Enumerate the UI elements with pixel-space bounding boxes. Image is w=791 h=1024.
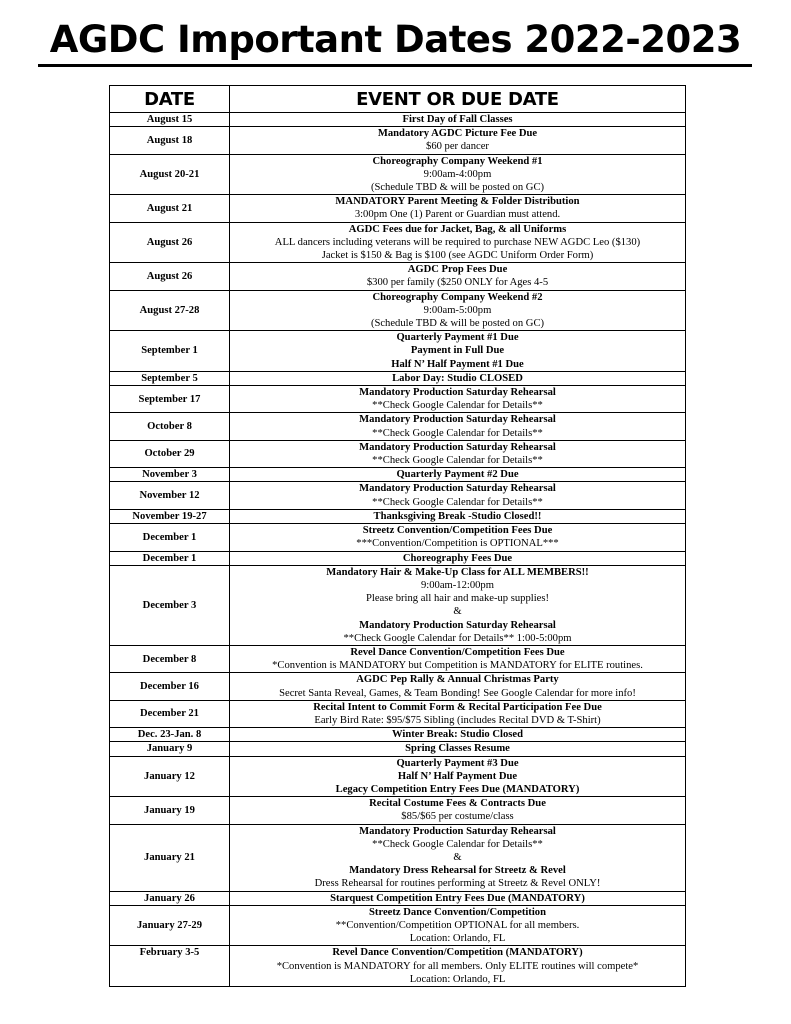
event-cell: [230, 154, 686, 195]
event-detail: Jacket is $150 & Bag is $100 (see AGDC Uniform Order Form): [321, 250, 594, 262]
event-cell: [230, 700, 686, 727]
event-cell: [230, 946, 686, 987]
event-heading: Choreography Company Weekend #1: [372, 155, 543, 167]
event-cell: [230, 797, 686, 824]
event-detail: **Convention/Competition OPTIONAL for all members.: [335, 919, 580, 931]
table-row: [110, 263, 686, 290]
date-cell: August 26: [110, 222, 230, 263]
event-heading: Mandatory Production Saturday Rehearsal: [359, 483, 556, 495]
table-row: [110, 645, 686, 672]
event-heading: Mandatory Production Saturday Rehearsal: [359, 387, 556, 399]
event-cell: [230, 551, 686, 565]
event-column-header: EVENT OR DUE DATE: [230, 86, 686, 113]
table-row: [110, 728, 686, 742]
event-heading: Half N’ Half Payment Due: [397, 770, 518, 782]
table-row: [110, 524, 686, 551]
event-detail: Dress Rehearsal for routines performing at Streetz & Revel ONLY!: [314, 878, 601, 890]
event-heading: Quarterly Payment #1 Due: [396, 332, 519, 344]
date-cell: September 1: [110, 331, 230, 372]
event-cell: [230, 468, 686, 482]
event-detail: **Check Google Calendar for Details**: [372, 455, 543, 467]
event-detail: *Convention is MANDATORY but Competition is MANDATORY for ELITE routines.: [272, 660, 643, 672]
event-detail: Early Bird Rate: $95/$75 Sibling (includes Recital DVD & T-Shirt): [314, 714, 601, 726]
event-cell: [230, 756, 686, 797]
event-heading: Spring Classes Resume: [405, 743, 510, 755]
table-row: [110, 482, 686, 509]
event-detail: Location: Orlando, FL: [409, 933, 506, 945]
event-heading: Mandatory AGDC Picture Fee Due: [377, 128, 538, 140]
event-detail: Please bring all hair and make-up supplies!: [366, 593, 549, 605]
date-cell: August 21: [110, 195, 230, 222]
date-column-header: DATE: [110, 86, 230, 113]
date-cell: January 26: [110, 891, 230, 905]
event-detail: (Schedule TBD & will be posted on GC): [370, 182, 545, 194]
event-heading: Choreography Fees Due: [402, 552, 513, 564]
event-heading: First Day of Fall Classes: [402, 114, 513, 125]
event-heading: Mandatory Production Saturday Rehearsal: [359, 619, 556, 631]
event-detail: $60 per dancer: [426, 141, 489, 153]
table-row: [110, 673, 686, 700]
event-detail: **Check Google Calendar for Details**: [372, 496, 543, 508]
event-cell: [230, 371, 686, 385]
event-cell: [230, 905, 686, 946]
date-cell: January 27-29: [110, 905, 230, 946]
title-underline: [38, 64, 752, 67]
date-cell: December 8: [110, 645, 230, 672]
table-row: [110, 222, 686, 263]
table-row: [110, 331, 686, 372]
event-detail: $300 per family ($250 ONLY for Ages 4-5: [366, 277, 549, 289]
event-cell: [230, 113, 686, 127]
event-cell: [230, 386, 686, 413]
table-row: [110, 565, 686, 645]
date-cell: Dec. 23-Jan. 8: [110, 728, 230, 742]
event-detail: (Schedule TBD & will be posted on GC): [370, 318, 545, 330]
table-row: [110, 891, 686, 905]
event-heading: Winter Break: Studio Closed: [392, 729, 523, 741]
event-heading: Streetz Convention/Competition Fees Due: [362, 525, 553, 537]
date-cell: December 1: [110, 524, 230, 551]
table-row: [110, 946, 686, 987]
table-row: [110, 290, 686, 331]
table-row: [110, 797, 686, 824]
event-detail: **Check Google Calendar for Details**: [372, 838, 543, 850]
event-cell: [230, 891, 686, 905]
date-cell: December 21: [110, 700, 230, 727]
event-cell: [230, 195, 686, 222]
event-heading: Revel Dance Convention/Competition (MANDATORY): [332, 947, 583, 959]
date-cell: August 27-28: [110, 290, 230, 331]
table-row: [110, 756, 686, 797]
table-row: [110, 905, 686, 946]
schedule-body: [110, 113, 686, 987]
event-cell: [230, 440, 686, 467]
date-cell: August 18: [110, 127, 230, 154]
event-detail: 9:00am-5:00pm: [423, 304, 492, 316]
table-row: [110, 127, 686, 154]
event-detail: &: [453, 851, 462, 863]
event-cell: [230, 413, 686, 440]
event-cell: [230, 509, 686, 523]
event-heading: Quarterly Payment #3 Due: [396, 757, 519, 769]
table-row: [110, 700, 686, 727]
table-row: [110, 742, 686, 756]
event-cell: [230, 482, 686, 509]
event-heading: Legacy Competition Entry Fees Due (MANDATORY): [335, 783, 580, 795]
event-cell: [230, 728, 686, 742]
event-cell: [230, 290, 686, 331]
event-detail: ***Convention/Competition is OPTIONAL***: [356, 538, 559, 550]
event-heading: Mandatory Dress Rehearsal for Streetz & Revel: [349, 865, 566, 877]
table-row: [110, 195, 686, 222]
event-cell: [230, 673, 686, 700]
date-cell: November 12: [110, 482, 230, 509]
table-row: [110, 824, 686, 891]
event-cell: [230, 331, 686, 372]
event-detail: Secret Santa Reveal, Games, & Team Bonding! See Google Calendar for more info!: [279, 687, 636, 699]
date-cell: January 19: [110, 797, 230, 824]
event-heading: Mandatory Production Saturday Rehearsal: [359, 414, 556, 426]
event-cell: [230, 127, 686, 154]
event-heading: Revel Dance Convention/Competition Fees Due: [350, 646, 565, 658]
date-cell: December 1: [110, 551, 230, 565]
event-heading: Labor Day: Studio CLOSED: [392, 372, 523, 384]
schedule-table: [109, 85, 686, 987]
event-detail: **Check Google Calendar for Details**: [372, 427, 543, 439]
date-cell: November 19-27: [110, 509, 230, 523]
event-heading: Choreography Company Weekend #2: [372, 291, 543, 303]
event-heading: Mandatory Production Saturday Rehearsal: [359, 441, 556, 453]
date-cell: January 12: [110, 756, 230, 797]
table-row: [110, 154, 686, 195]
event-heading: AGDC Prop Fees Due: [407, 264, 508, 276]
event-heading: Recital Intent to Commit Form & Recital Participation Fee Due: [313, 701, 602, 713]
event-detail: 9:00am-12:00pm: [421, 579, 494, 591]
table-row: [110, 509, 686, 523]
date-cell: February 3-5: [110, 946, 230, 987]
table-row: [110, 371, 686, 385]
date-cell: September 5: [110, 371, 230, 385]
event-heading: Recital Costume Fees & Contracts Due: [369, 798, 546, 810]
event-cell: [230, 565, 686, 645]
event-heading: Payment in Full Due: [410, 345, 505, 357]
event-detail: **Check Google Calendar for Details** 1:00-5:00pm: [343, 632, 572, 644]
event-heading: Streetz Dance Convention/Competition: [369, 906, 546, 918]
event-heading: Mandatory Hair & Make-Up Class for ALL MEMBERS!!: [326, 566, 589, 578]
event-cell: [230, 222, 686, 263]
event-heading: Half N’ Half Payment #1 Due: [391, 358, 524, 370]
event-detail: Location: Orlando, FL: [409, 973, 506, 985]
date-cell: October 8: [110, 413, 230, 440]
event-cell: [230, 742, 686, 756]
event-detail: ALL dancers including veterans will be required to purchase NEW AGDC Leo ($130): [274, 236, 641, 248]
event-heading: Thanksgiving Break -Studio Closed!!: [373, 510, 542, 522]
event-heading: AGDC Fees due for Jacket, Bag, & all Uniforms: [348, 223, 567, 235]
event-cell: [230, 824, 686, 891]
date-cell: December 3: [110, 565, 230, 645]
date-cell: August 20-21: [110, 154, 230, 195]
event-heading: Starquest Competition Entry Fees Due (MANDATORY): [330, 892, 585, 904]
table-row: [110, 113, 686, 127]
table-row: [110, 386, 686, 413]
event-detail: 9:00am-4:00pm: [423, 168, 492, 180]
date-cell: August 26: [110, 263, 230, 290]
event-detail: &: [453, 606, 462, 618]
table-row: [110, 551, 686, 565]
event-detail: *Convention is MANDATORY for all members. Only ELITE routines will compete*: [276, 960, 639, 972]
date-cell: January 9: [110, 742, 230, 756]
event-cell: [230, 645, 686, 672]
date-cell: October 29: [110, 440, 230, 467]
date-cell: December 16: [110, 673, 230, 700]
date-cell: November 3: [110, 468, 230, 482]
table-row: [110, 440, 686, 467]
page-title: AGDC Important Dates 2022-2023: [49, 18, 742, 61]
event-heading: AGDC Pep Rally & Annual Christmas Party: [356, 674, 559, 686]
event-detail: **Check Google Calendar for Details**: [372, 400, 543, 412]
date-cell: September 17: [110, 386, 230, 413]
event-cell: [230, 524, 686, 551]
date-cell: January 21: [110, 824, 230, 891]
event-detail: 3:00pm One (1) Parent or Guardian must attend.: [354, 209, 561, 221]
event-heading: Mandatory Production Saturday Rehearsal: [359, 825, 556, 837]
table-row: [110, 468, 686, 482]
event-heading: MANDATORY Parent Meeting & Folder Distribution: [335, 196, 580, 208]
event-cell: [230, 263, 686, 290]
event-heading: Quarterly Payment #2 Due: [396, 469, 519, 481]
event-detail: $85/$65 per costume/class: [401, 811, 514, 823]
header-row: [110, 86, 686, 113]
table-row: [110, 413, 686, 440]
date-cell: August 15: [110, 113, 230, 127]
